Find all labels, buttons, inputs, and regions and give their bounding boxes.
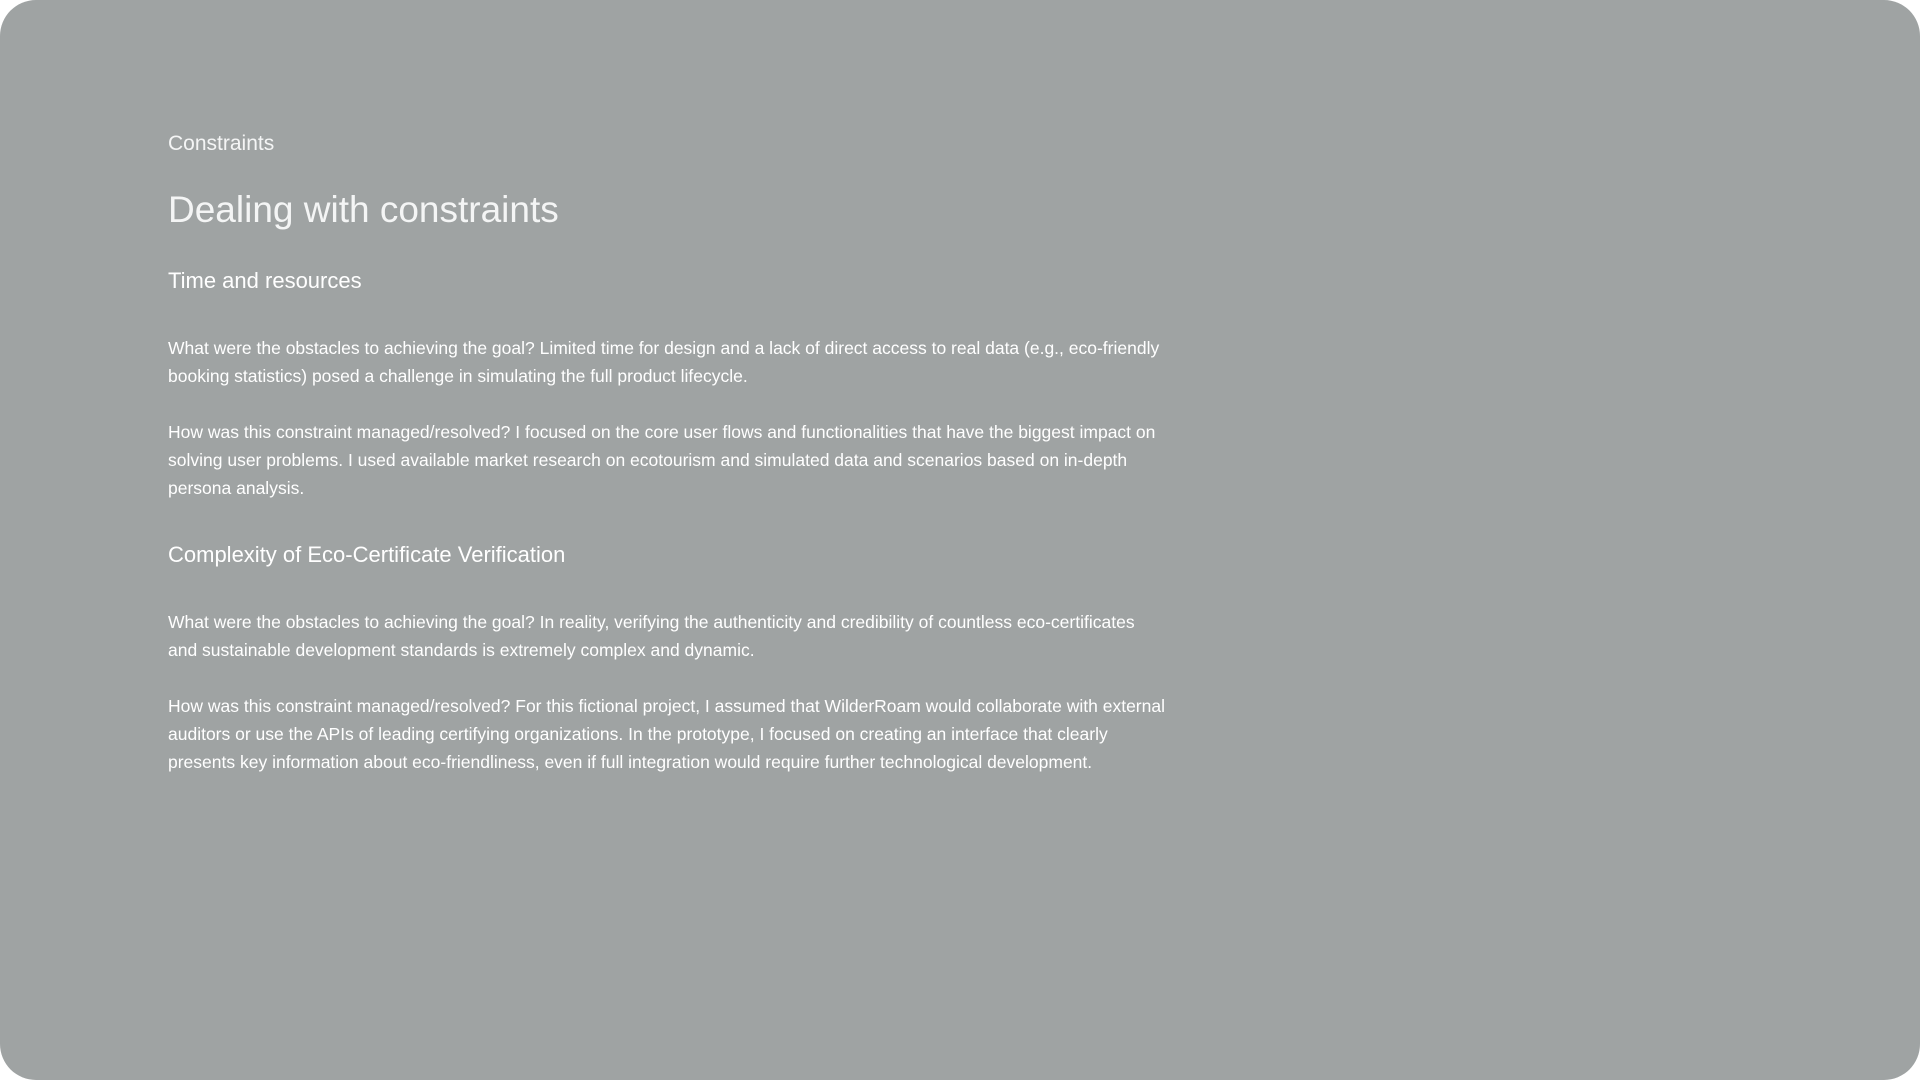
section-eco-certificate <box>168 540 1168 776</box>
content-column <box>168 128 1168 776</box>
section-eyebrow: Constraints <box>168 132 275 155</box>
section-heading: Time and resources <box>168 268 362 293</box>
obstacle-paragraph: What were the obstacles to achieving the goal? In reality, verifying the authenticity and credibility of countless eco-certificates and sustainable development standards is extremely complex and dynamic. <box>168 612 1135 660</box>
section-heading: Complexity of Eco-Certificate Verification <box>168 542 566 567</box>
obstacle-paragraph: What were the obstacles to achieving the goal? Limited time for design and a lack of direct access to real data (e.g., eco-friendly booking statistics) posed a challenge in simulating the full product lifecycle. <box>168 338 1160 386</box>
resolution-paragraph: How was this constraint managed/resolved? For this fictional project, I assumed that WilderRoam would collaborate with external auditors or use the APIs of leading certifying organizations. In the prototype, I focused on creating an interface that clearly presents key information about eco-friendliness, even if full integration would require further technological development. <box>168 696 1165 772</box>
page-title: Dealing with constraints <box>168 189 559 230</box>
resolution-paragraph: How was this constraint managed/resolved? I focused on the core user flows and functionalities that have the biggest impact on solving user problems. I used available market research on ecotourism and simulated data and scenarios based on in-depth persona analysis. <box>168 422 1156 498</box>
section-time-resources <box>168 266 1168 502</box>
